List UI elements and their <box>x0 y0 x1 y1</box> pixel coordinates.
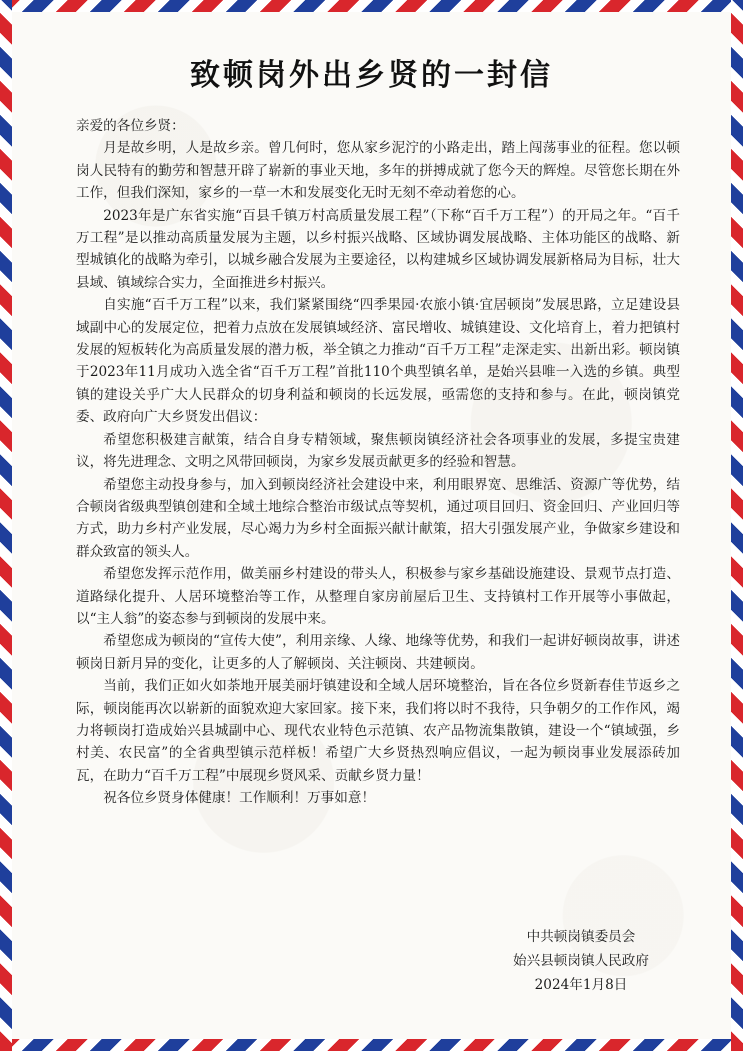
paragraph-proposal-demonstrate: 希望您发挥示范作用，做美丽乡村建设的带头人，积极参与家乡基础设施建设、景观节点打造、道路绿化提升、人居环境整治等工作，从整理自家房前屋后卫生、支持镇村工作开展等小事做起，以“主人翁”的姿态参与到顿岗的发展中来。 <box>76 566 680 627</box>
signature-block <box>481 925 681 997</box>
signature-government: 始兴县顿岗镇人民政府 <box>513 953 649 969</box>
signature-date: 2024年1月8日 <box>534 977 628 993</box>
paragraph-intro: 月是故乡明，人是故乡亲。曾几何时，您从家乡泥泞的小路走出，踏上闯荡事业的征程。您以顿岗人民特有的勤劳和智慧开辟了崭新的事业天地，多年的拼搏成就了您今天的辉煌。尽管您长期在外工作，但我们深知，家乡的一草一木和发展变化无时无刻不牵动着您的心。 <box>76 140 680 202</box>
paragraph-current-plan: 当前，我们正如火如荼地开展美丽圩镇建设和全域人居环境整治，旨在各位乡贤新春佳节返乡之际，顿岗能再次以崭新的面貌欢迎大家回家。接下来，我们将以时不我待，只争朝夕的工作作风，竭力将顿岗打造成始兴县城副中心、现代农业特色示范镇、农产品物流集散镇，建设一个“镇域强，乡村美、农民富”的全省典型镇示范样板！希望广大乡贤热烈响应倡议，一起为顿岗事业发展添砖加瓦，在助力“百千万工程”中展现乡贤风采、贡献乡贤力量！ <box>76 678 680 784</box>
paragraph-proposal-advice: 希望您积极建言献策，结合自身专精领域，聚焦顿岗镇经济社会各项事业的发展，多提宝贵建议，将先进理念、文明之风带回顿岗，为家乡发展贡献更多的经验和智慧。 <box>76 431 680 471</box>
paragraph-proposal-ambassador: 希望您成为顿岗的“宣传大使”，利用亲缘、人缘、地缘等优势，和我们一起讲好顿岗故事，讲述顿岗日新月异的变化，让更多的人了解顿岗、关注顿岗、共建顿岗。 <box>76 633 680 672</box>
paragraph-project-background: 2023年是广东省实施“百县千镇万村高质量发展工程”（下称“百千万工程”）的开局之年。“百千万工程”是以推动高质量发展为主题，以乡村振兴战略、区域协调发展战略、主体功能区的战略、新型城镇化的战略为牵引，以城乡融合发展为主要途径，以构建城乡区域协调发展新格局为目标，壮大县域、镇域综合实力，全面推进乡村振兴。 <box>76 207 680 291</box>
airmail-border-left <box>0 0 12 1051</box>
signature-party-committee: 中共顿岗镇委员会 <box>526 929 636 945</box>
airmail-border-top <box>0 0 743 12</box>
airmail-border-right <box>731 0 743 1051</box>
closing-wishes: 祝各位乡贤身体健康！工作顺利！万事如意！ <box>103 790 376 807</box>
paragraph-proposal-participate: 希望您主动投身参与，加入到顿岗经济社会建设中来，利用眼界宽、思维活、资源广等优势，结合顿岗省级典型镇创建和全域土地综合整治市级试点等契机，通过项目回归、资金回归、产业回归等方式，助力乡村产业发展，尽心竭力为乡村全面振兴献计献策，招大引强发展产业，争做家乡建设和群众致富的领头人。 <box>76 476 680 560</box>
letter-title: 致顿岗外出乡贤的一封信 <box>190 58 553 93</box>
airmail-border-bottom <box>0 1039 743 1051</box>
letter-body <box>76 115 680 810</box>
salutation: 亲爱的各位乡贤： <box>76 118 185 134</box>
paragraph-town-development: 自实施“百千万工程”以来，我们紧紧围绕“四季果园·农旅小镇·宜居顿岗”发展思路，立足建设县域副中心的发展定位，把着力点放在发展镇域经济、富民增收、城镇建设、文化培育上，着力把镇村发展的短板转化为高质量发展的潜力板，举全镇之力推动“百千万工程”走深走实、出新出彩。顿岗镇于2023年11月成功入选全省“百千万工程”首批110个典型镇名单，是始兴县唯一入选的乡镇。典型镇的建设关乎广大人民群众的切身利益和顿岗的长远发展，亟需您的支持和参与。在此，顿岗镇党委、政府向广大乡贤发出倡议： <box>76 297 680 426</box>
